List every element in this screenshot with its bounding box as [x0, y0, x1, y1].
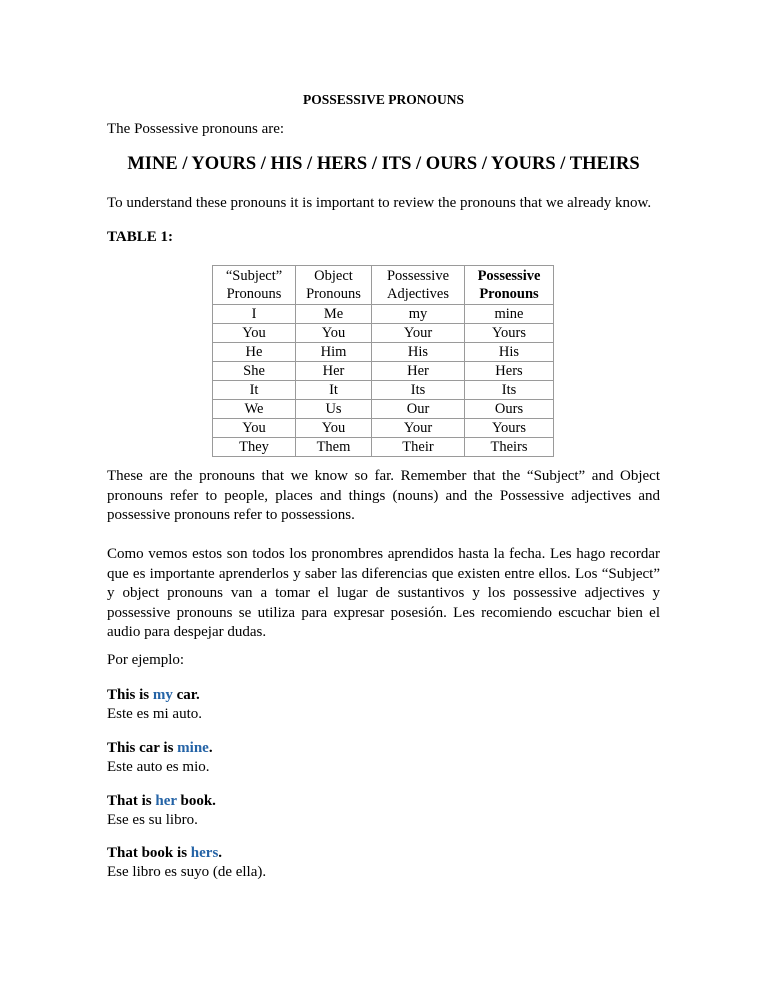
- understand-text: To understand these pronouns it is important to review the pronouns that we already know.: [107, 195, 652, 211]
- table-row: [213, 381, 554, 400]
- table-cell: Its: [372, 381, 465, 400]
- example-translation: Ese libro es suyo (de ella).: [107, 864, 267, 880]
- example-sentence: That is her book.: [107, 793, 216, 809]
- table-cell: mine: [465, 305, 554, 324]
- example-block: [107, 686, 202, 724]
- pronoun-table: [212, 265, 554, 457]
- table-cell: Their: [372, 438, 465, 457]
- table-row: [213, 343, 554, 362]
- por-ejemplo-label: Por ejemplo:: [107, 652, 185, 668]
- header-possessive-adjectives: Possessive Adjectives: [372, 266, 465, 305]
- table-row: [213, 419, 554, 438]
- table-cell: You: [296, 419, 372, 438]
- table-cell: His: [465, 343, 554, 362]
- intro-text: The Possessive pronouns are:: [107, 121, 285, 137]
- table-cell: They: [213, 438, 296, 457]
- table-cell: It: [213, 381, 296, 400]
- example-sentence: This car is mine.: [107, 740, 213, 756]
- example-block: [107, 792, 216, 830]
- table-cell: Its: [465, 381, 554, 400]
- table-cell: Our: [372, 400, 465, 419]
- paragraph-spanish: Como vemos estos son todos los pronombres aprendidos hasta la fecha. Les hago recordar que es importante aprenderlos y saber las diferencias que existen entre ellos. Los “Subject” y object pronouns van a tomar el lugar de sustantivos y los possessive adjectives y possessive pronouns se utiliza para expresar posesión. Les recomiendo escuchar bien el audio para despejar dudas.: [107, 546, 660, 640]
- table-cell: You: [213, 324, 296, 343]
- table-header-row: [213, 266, 554, 305]
- table-cell: He: [213, 343, 296, 362]
- header-object-pronouns: Object Pronouns: [296, 266, 372, 305]
- table-cell: It: [296, 381, 372, 400]
- table-cell: Yours: [465, 324, 554, 343]
- example-sentence: This is my car.: [107, 687, 200, 703]
- table-cell: Ours: [465, 400, 554, 419]
- table-row: [213, 305, 554, 324]
- pronoun-list-heading: MINE / YOURS / HIS / HERS / ITS / OURS / YOURS / THEIRS: [127, 154, 640, 174]
- table-cell: Her: [296, 362, 372, 381]
- table-row: [213, 324, 554, 343]
- example-translation: Este auto es mio.: [107, 759, 210, 775]
- table-cell: Them: [296, 438, 372, 457]
- table-cell: You: [213, 419, 296, 438]
- highlighted-pronoun: mine: [177, 740, 209, 756]
- table-cell: Your: [372, 324, 465, 343]
- table-cell: Hers: [465, 362, 554, 381]
- header-subject-pronouns: “Subject” Pronouns: [213, 266, 296, 305]
- table-cell: You: [296, 324, 372, 343]
- table-cell: I: [213, 305, 296, 324]
- highlighted-pronoun: her: [155, 793, 177, 809]
- table-row: [213, 362, 554, 381]
- table-cell: my: [372, 305, 465, 324]
- highlighted-pronoun: hers: [190, 845, 219, 861]
- table-cell: Your: [372, 419, 465, 438]
- example-translation: Ese es su libro.: [107, 812, 198, 828]
- table-cell: Us: [296, 400, 372, 419]
- example-translation: Este es mi auto.: [107, 706, 202, 722]
- table-cell: His: [372, 343, 465, 362]
- table-row: [213, 438, 554, 457]
- table-cell: Theirs: [465, 438, 554, 457]
- example-block: [107, 844, 266, 882]
- paragraph-english: These are the pronouns that we know so far. Remember that the “Subject” and Object pronouns refer to people, places and things (nouns) and the Possessive adjectives and possessive pronouns refer to possessions.: [107, 468, 660, 523]
- table-cell: We: [213, 400, 296, 419]
- highlighted-pronoun: my: [152, 687, 173, 703]
- table-cell: Her: [372, 362, 465, 381]
- table-row: [213, 400, 554, 419]
- table-cell: Yours: [465, 419, 554, 438]
- table-cell: Him: [296, 343, 372, 362]
- table-cell: Me: [296, 305, 372, 324]
- header-possessive-pronouns: Possessive Pronouns: [465, 266, 554, 305]
- example-block: [107, 739, 213, 777]
- page-title: POSSESSIVE PRONOUNS: [303, 92, 464, 107]
- table-label: TABLE 1:: [107, 229, 173, 245]
- example-sentence: That book is hers.: [107, 845, 223, 861]
- table-cell: She: [213, 362, 296, 381]
